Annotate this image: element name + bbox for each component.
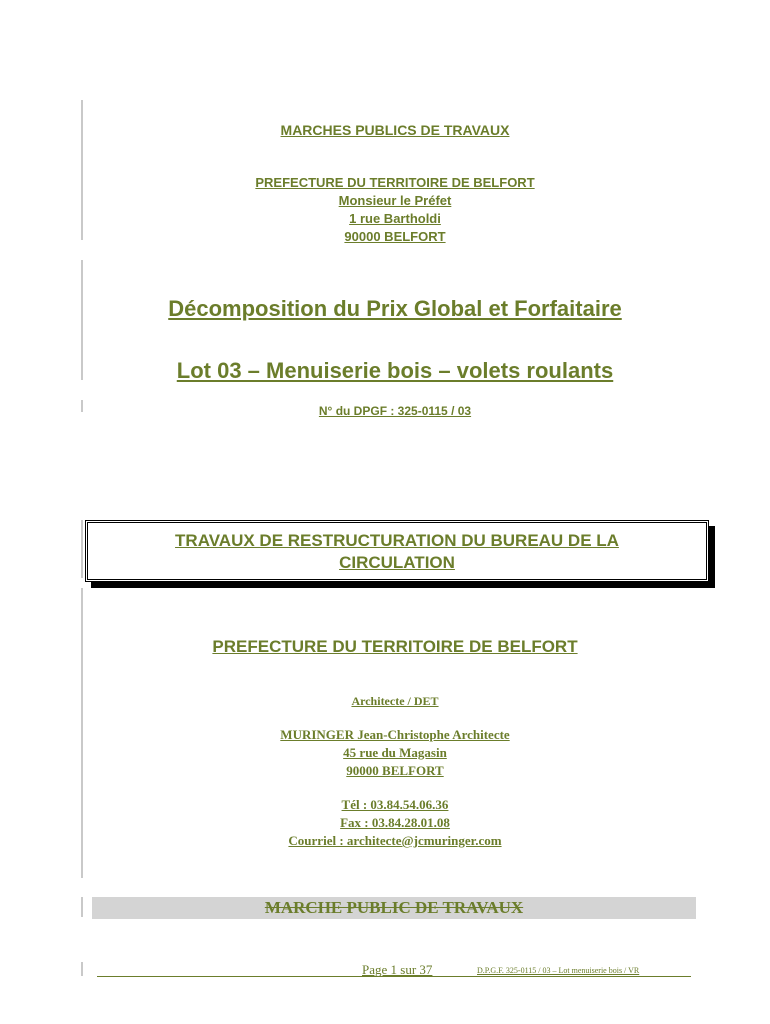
client-contact: Monsieur le Préfet	[338, 193, 452, 208]
architect-city: 90000 BELFORT	[346, 763, 444, 778]
client-address	[0, 174, 770, 246]
architect-fax: Fax : 03.84.28.01.08	[340, 815, 450, 830]
header-title: MARCHES PUBLICS DE TRAVAUX	[280, 122, 510, 138]
footer-reference: D.P.G.F. 325-0115 / 03 – Lot menuiserie bois / VR	[477, 966, 640, 975]
architect-tel: Tél : 03.84.54.06.36	[341, 797, 449, 812]
architect-email: Courriel : architecte@jcmuringer.com	[288, 833, 502, 848]
project-title-line2: CIRCULATION	[339, 553, 455, 572]
client-city: 90000 BELFORT	[344, 229, 446, 244]
project-title-line1: TRAVAUX DE RESTRUCTURATION DU BUREAU DE LA	[175, 531, 619, 550]
project-title-frame	[85, 520, 709, 582]
footer-page-number: Page 1 sur 37	[362, 962, 433, 977]
margin-bar-4	[81, 520, 83, 578]
architect-street: 45 rue du Magasin	[343, 745, 447, 760]
document-title: Décomposition du Prix Global et Forfaitaire	[168, 296, 622, 321]
lot-title: Lot 03 – Menuiserie bois – volets roulants	[176, 358, 614, 383]
market-band	[92, 897, 696, 919]
architect-role: Architecte / DET	[351, 694, 439, 708]
margin-bar-7	[81, 962, 83, 976]
architect-name: MURINGER Jean-Christophe Architecte	[280, 727, 510, 742]
margin-bar-6	[81, 897, 83, 917]
market-band-text: MARCHE PUBLIC DE TRAVAUX	[264, 898, 524, 917]
project-owner: PREFECTURE DU TERRITOIRE DE BELFORT	[212, 637, 578, 656]
client-name: PREFECTURE DU TERRITOIRE DE BELFORT	[255, 175, 535, 190]
client-street: 1 rue Bartholdi	[349, 211, 441, 226]
dpgf-number: N° du DPGF : 325-0115 / 03	[318, 404, 472, 418]
architect-block	[0, 692, 770, 850]
